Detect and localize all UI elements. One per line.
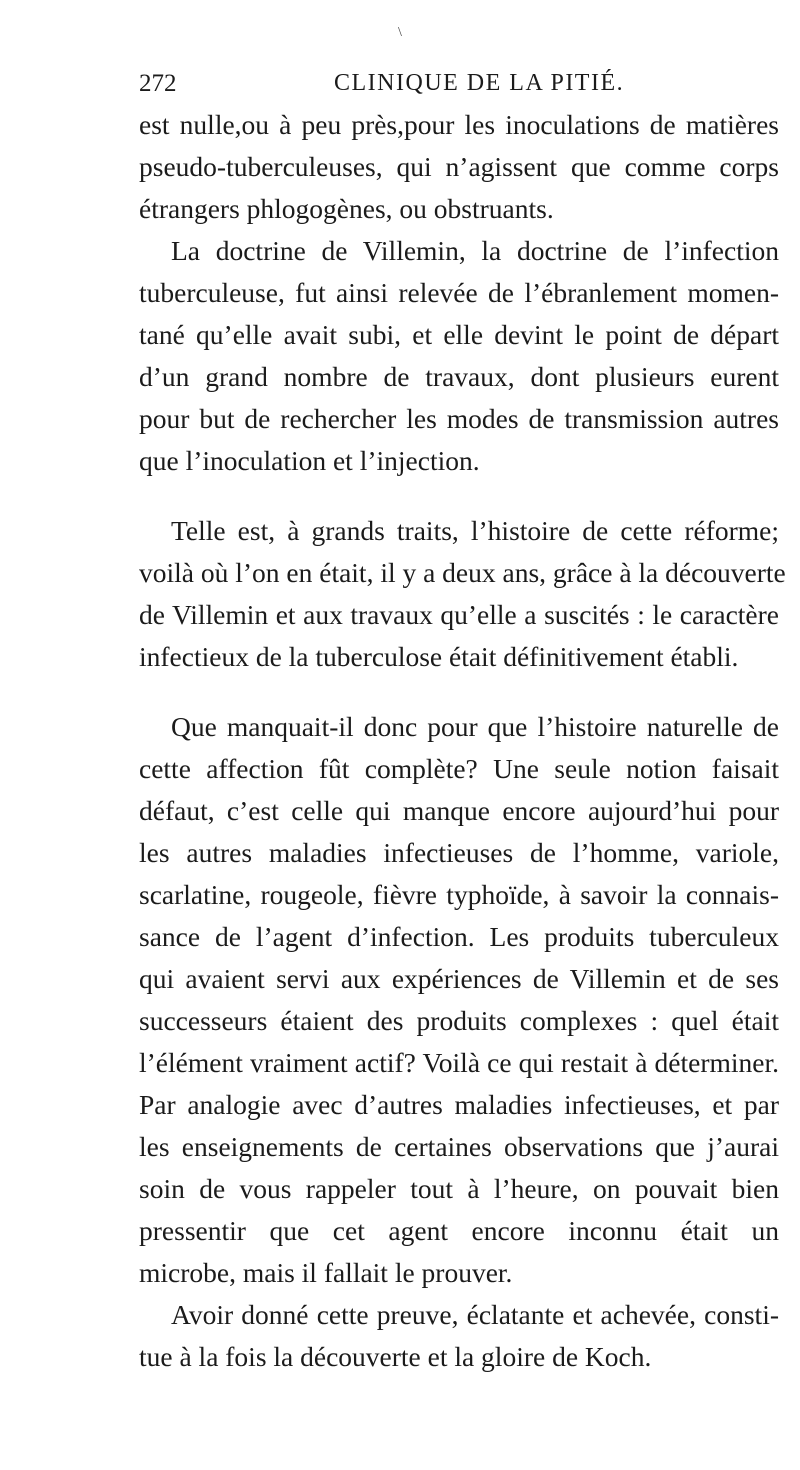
body-text [139,104,786,1378]
text-line: soin de vous rappeler tout à l’heure, on pouvait bien [139,1173,779,1204]
text-line: d’un grand nombre de travaux, dont plusieurs eurent [139,361,779,392]
text-line: microbe, mais il fallait le prouver. [139,1257,513,1288]
text-line: tané qu’elle avait subi, et elle devint le point de départ [139,319,779,350]
page-number: 272 [139,70,177,97]
running-title: CLINIQUE DE LA PITIÉ. [334,70,625,96]
text-line: infectieux de la tuberculose était définitivement établi. [139,641,739,672]
text-line: Que manquait-il donc pour que l’histoire naturelle de [171,711,779,742]
text-line: tuberculeuse, fut ainsi relevée de l’ébranlement momen- [139,277,779,308]
text-line: sance de l’agent d’infection. Les produits tuberculeux [139,921,779,952]
text-line: qui avaient servi aux expériences de Villemin et de ses [139,963,779,994]
text-line: Par analogie avec d’autres maladies infectieuses, et par [139,1089,779,1120]
paragraph [139,230,779,482]
text-line: successeurs étaient des produits complexes : quel était [139,1005,779,1036]
text-line: scarlatine, rougeole, fièvre typhoïde, à savoir la connais- [139,879,779,910]
paragraph [139,1294,779,1378]
text-line: les autres maladies infectieuses de l’homme, variole, [139,837,779,868]
text-line: défaut, c’est celle qui manque encore aujourd’hui pour [139,795,779,826]
paragraph [139,510,786,678]
text-line: pour but de rechercher les modes de transmission autres [139,403,779,434]
page-header [139,70,779,100]
text-line: les enseignements de certaines observations que j’aurai [139,1131,779,1162]
margin-mark: \ [398,25,402,40]
text-line: cette affection fût complète? Une seule notion faisait [139,753,779,784]
paragraph [139,104,779,230]
text-line: pressentir que cet agent encore inconnu était un [139,1215,779,1246]
text-line: étrangers phlogogènes, ou obstruants. [139,193,554,224]
paragraph-gap [139,678,779,706]
text-line: que l’inoculation et l’injection. [139,445,480,476]
text-line: Avoir donné cette preuve, éclatante et achevée, consti- [171,1299,779,1330]
paragraph [139,706,779,1294]
text-line: pseudo-tuberculeuses, qui n’agissent que comme corps [139,151,779,182]
text-line: l’élément vraiment actif? Voilà ce qui restait à déterminer. [139,1047,779,1078]
paragraph-gap [139,482,779,510]
text-line: Telle est, à grands traits, l’histoire de cette réforme; [171,515,779,546]
text-line: voilà où l’on en était, il y a deux ans, grâce à la découverte [139,557,786,588]
text-line: La doctrine de Villemin, la doctrine de l’infection [171,235,779,266]
text-line: est nulle,ou à peu près,pour les inoculations de matières [139,109,779,140]
text-line: de Villemin et aux travaux qu’elle a suscités : le caractère [139,599,779,630]
text-line: tue à la fois la découverte et la gloire de Koch. [139,1341,652,1372]
